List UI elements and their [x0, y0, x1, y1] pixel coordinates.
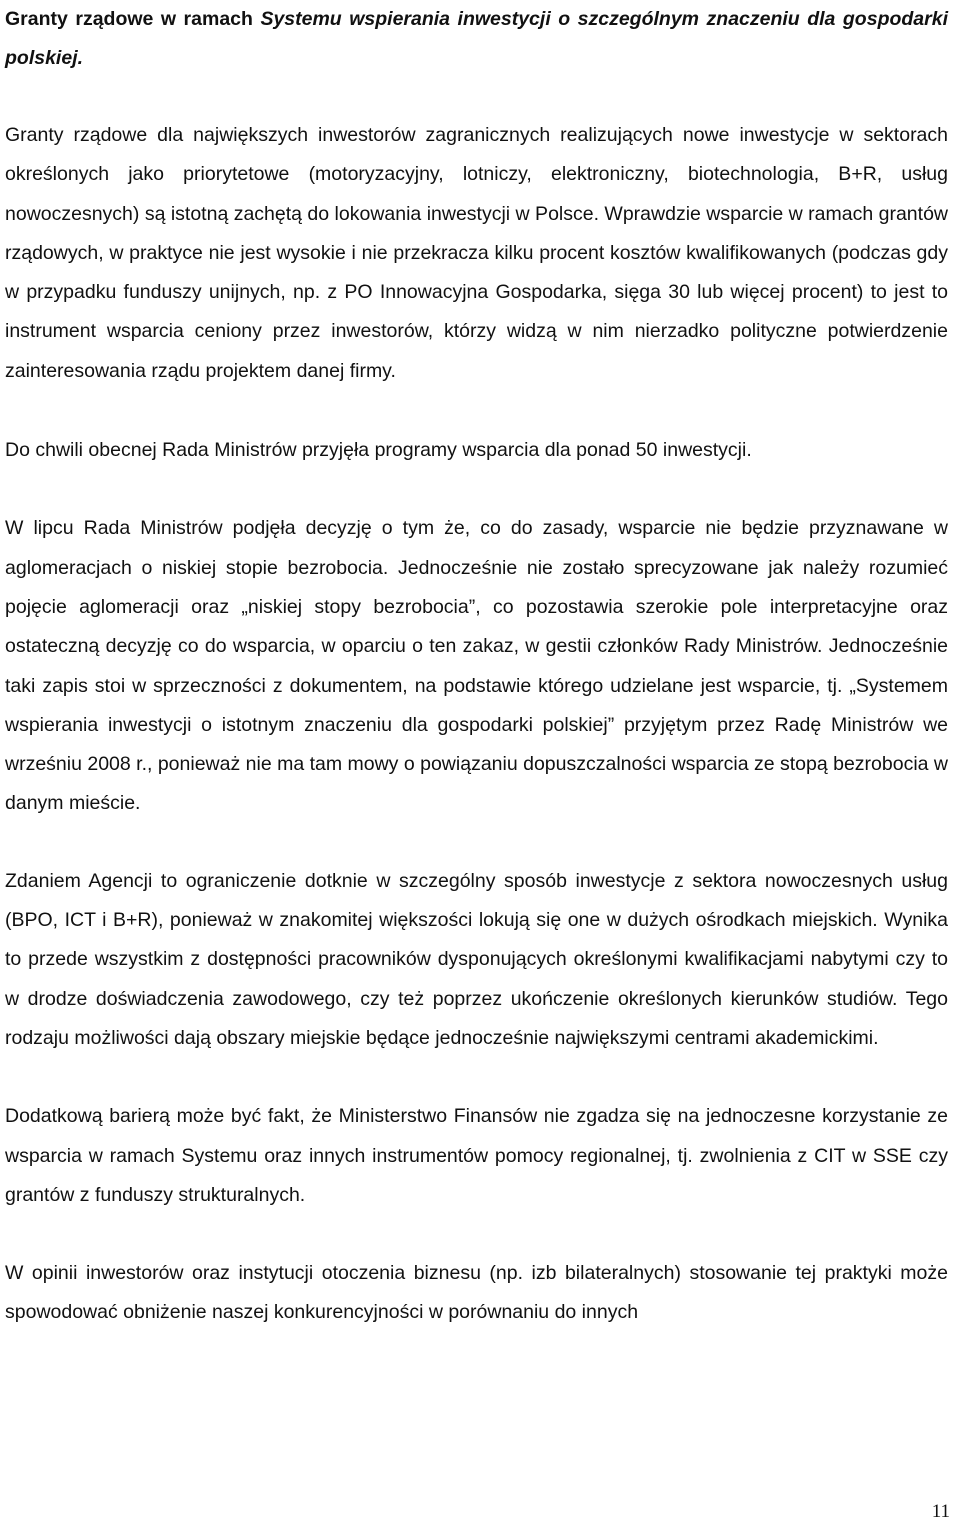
section-heading — [5, 0, 948, 78]
section-heading-italic: Systemu wspierania inwestycji o szczególnym znaczeniu dla gospodarki polskiej. — [5, 8, 948, 69]
paragraph-investor-opinion: W opinii inwestorów oraz instytucji otoczenia biznesu (np. izb bilateralnych) stosowanie tej praktyki może spowodować obniżenie naszej konkurencyjności w porównaniu do innych — [5, 1262, 948, 1324]
section-heading-lead: Granty rządowe w ramach — [5, 8, 261, 30]
document-page — [5, 0, 948, 1333]
paragraph-government-grants: Granty rządowe dla największych inwestorów zagranicznych realizujących nowe inwestycje w sektorach określonych jako priorytetowe (motoryzacyjny, lotniczy, elektroniczny, biotechnologia, B+R, usług nowoczesnych) są istotną zachętą do lokowania inwestycji w Polsce. Wprawdzie wsparcie w ramach grantów rządowych, w praktyce nie jest wysokie i nie przekracza kilku procent kosztów kwalifikowanych (podczas gdy w przypadku funduszy unijnych, np. z PO Innowacyjna Gospodarka, sięga 30 lub więcej procent) to jest to instrument wsparcia ceniony przez inwestorów, którzy widzą w nim nierzadko polityczne potwierdzenie zainteresowania rządu projektem danej firmy. — [5, 124, 948, 382]
paragraph-agency-opinion: Zdaniem Agencji to ograniczenie dotknie w szczególny sposób inwestycje z sektora nowoczesnych usług (BPO, ICT i B+R), ponieważ w znakomitej większości lokują się one w dużych ośrodkach miejskich. Wynika to przede wszystkim z dostępności pracowników dysponujących określonymi kwalifikacjami nabytymi czy to w drodze doświadczenia zawodowego, czy też poprzez ukończenie określonych kierunków studiów. Tego rodzaju możliwości dają obszary miejskie będące jednocześnie największymi centrami akademickimi. — [5, 869, 948, 1049]
paragraph-council-programs: Do chwili obecnej Rada Ministrów przyjęła programy wsparcia dla ponad 50 inwestycji. — [5, 439, 752, 462]
page-number: 11 — [931, 1501, 950, 1522]
paragraph-july-decision: W lipcu Rada Ministrów podjęła decyzję o tym że, co do zasady, wsparcie nie będzie przyznawane w aglomeracjach o niskiej stopie bezrobocia. Jednocześnie nie zostało sprecyzowane jak należy rozumieć pojęcie aglomeracji oraz „niskiej stopy bezrobocia”, co pozostawia szerokie pole interpretacyjne oraz ostateczną decyzję co do wsparcia, w oparciu o ten zakaz, w gestii członków Rady Ministrów. Jednocześnie taki zapis stoi w sprzeczności z dokumentem, na podstawie którego udzielane jest wsparcie, tj. „Systemem wspierania inwestycji o istotnym znaczeniu dla gospodarki polskiej” przyjętym przez Radę Ministrów we wrześniu 2008 r., ponieważ nie ma tam mowy o powiązaniu dopuszczalności wsparcia ze stopą bezrobocia w danym mieście. — [5, 517, 948, 815]
paragraph-additional-barrier: Dodatkową barierą może być fakt, że Ministerstwo Finansów nie zgadza się na jednoczesne korzystanie ze wsparcia w ramach Systemu oraz innych instrumentów pomocy regionalnej, tj. zwolnienia z CIT w SSE czy grantów z funduszy strukturalnych. — [5, 1105, 948, 1206]
